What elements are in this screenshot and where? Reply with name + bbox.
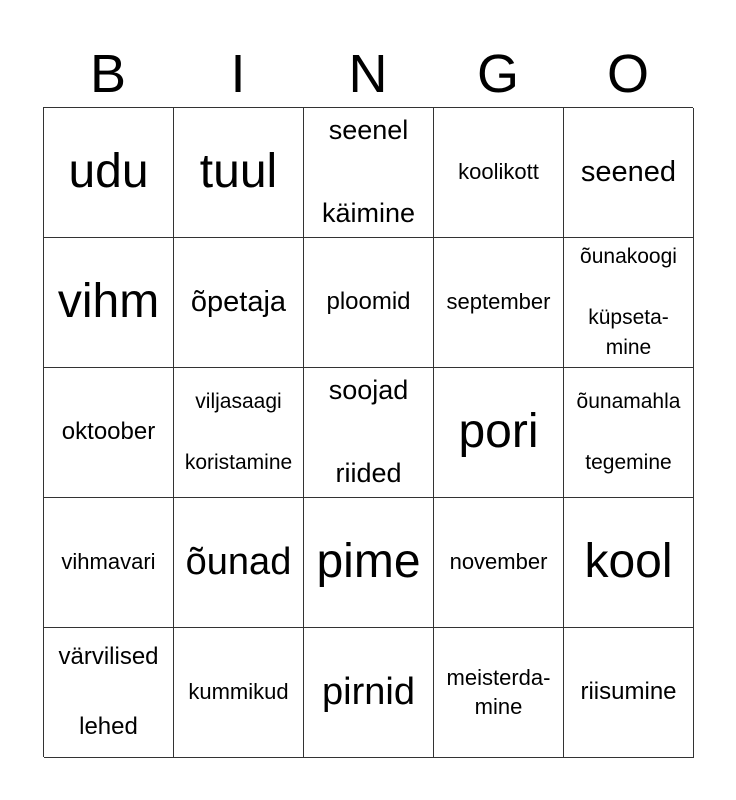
bingo-cell[interactable] [44, 108, 174, 238]
bingo-header [43, 44, 693, 104]
cell-text: udu [68, 145, 149, 199]
cell-text: kool [584, 535, 673, 589]
bingo-cell[interactable] [434, 498, 564, 628]
bingo-cell[interactable] [564, 238, 694, 368]
bingo-cell[interactable] [434, 108, 564, 238]
bingo-cell[interactable] [174, 498, 304, 628]
bingo-cell[interactable] [174, 368, 304, 498]
bingo-cell[interactable] [434, 368, 564, 498]
header-letter-n: N [348, 44, 388, 104]
cell-text: vihmavari [61, 549, 156, 575]
cell-text: seenel käimine [321, 114, 416, 229]
bingo-cell[interactable] [434, 238, 564, 368]
bingo-cell[interactable] [304, 498, 434, 628]
bingo-cell[interactable] [564, 108, 694, 238]
bingo-cell[interactable] [434, 628, 564, 758]
bingo-cell[interactable] [174, 108, 304, 238]
cell-text: september [446, 289, 551, 315]
bingo-cell[interactable] [564, 368, 694, 498]
bingo-cell[interactable] [304, 628, 434, 758]
bingo-cell[interactable] [44, 238, 174, 368]
cell-text: vihm [57, 275, 160, 329]
cell-text: meisterda- mine [446, 664, 551, 719]
bingo-cell[interactable] [304, 368, 434, 498]
bingo-cell[interactable] [304, 108, 434, 238]
bingo-cell[interactable] [174, 238, 304, 368]
cell-text: õunad [185, 540, 292, 583]
cell-text: õunamahla tegemine [576, 389, 681, 474]
cell-text: soojad riided [328, 374, 409, 489]
cell-text: kummikud [188, 679, 289, 705]
cell-text: ploomid [326, 288, 411, 316]
cell-text: koolikott [458, 159, 539, 185]
cell-text: oktoober [61, 418, 156, 446]
bingo-cell[interactable] [564, 628, 694, 758]
cell-text: värvilised lehed [58, 643, 159, 740]
bingo-cell[interactable] [44, 368, 174, 498]
header-letter-b: B [89, 44, 127, 104]
cell-text: tuul [199, 145, 278, 199]
cell-text: pori [458, 405, 539, 459]
bingo-board [43, 107, 693, 757]
header-letter-i: I [230, 44, 246, 104]
bingo-cell[interactable] [304, 238, 434, 368]
header-letter-g: G [476, 44, 519, 104]
cell-text: õunakoogi küpseta- mine [580, 244, 677, 359]
cell-text: november [449, 549, 548, 575]
cell-text: viljasaagi koristamine [184, 389, 293, 474]
cell-text: seened [580, 156, 677, 189]
bingo-cell[interactable] [44, 628, 174, 758]
cell-text: riisumine [580, 678, 677, 706]
cell-text: pirnid [322, 670, 415, 713]
header-letter-o: O [606, 44, 649, 104]
cell-text: pime [316, 535, 421, 589]
bingo-cell[interactable] [174, 628, 304, 758]
bingo-cell[interactable] [44, 498, 174, 628]
cell-text: õpetaja [190, 286, 287, 319]
bingo-cell[interactable] [564, 498, 694, 628]
